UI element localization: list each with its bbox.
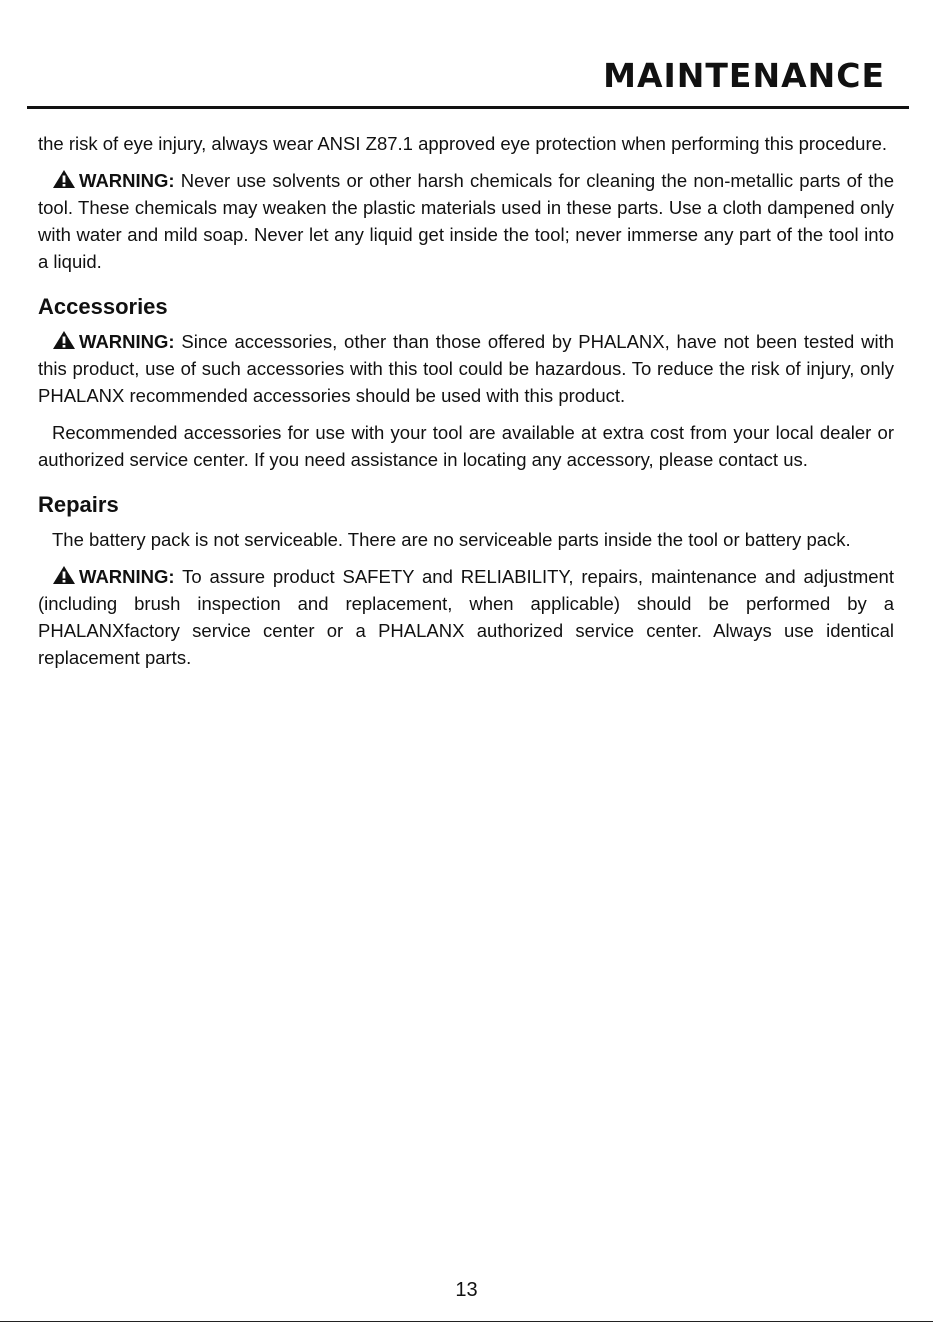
accessories-warning	[38, 328, 894, 409]
solvent-warning	[38, 167, 894, 275]
page-title: MAINTENANCE	[603, 56, 885, 95]
warning-text: Since accessories, other than those offered by PHALANX, have not been tested with this product, use of such accessories with this tool could be hazardous. To reduce the risk of injury, only PHALANX recommended accessories should be used with this product.	[38, 331, 894, 406]
page-content	[38, 130, 894, 681]
repairs-body: The battery pack is not serviceable. There are no serviceable parts inside the tool or battery pack.	[52, 529, 851, 550]
warning-text: To assure product SAFETY and RELIABILITY, repairs, maintenance and adjustment (including brush inspection and replacement, when applicable) should be performed by a PHALANXfactory service center or a PHALANX authorized service center. Always use identical replacement parts.	[38, 566, 894, 668]
warning-text: Never use solvents or other harsh chemicals for cleaning the non-metallic parts of the tool. These chemicals may weaken the plastic materials used in these parts. Use a cloth dampened only with water and mild soap. Never let any liquid get inside the tool; never immerse any part of the tool into a liquid.	[38, 170, 894, 272]
warning-label: WARNING:	[79, 566, 175, 587]
warning-label: WARNING:	[79, 170, 175, 191]
repairs-heading: Repairs	[38, 492, 119, 517]
page-number: 13	[455, 1279, 478, 1301]
warning-label: WARNING:	[79, 331, 175, 352]
bottom-divider	[0, 1321, 933, 1322]
warning-triangle-icon	[52, 169, 76, 189]
repairs-warning	[38, 563, 894, 671]
warning-triangle-icon	[52, 565, 76, 585]
warning-triangle-icon	[52, 330, 76, 350]
title-divider	[27, 106, 909, 109]
accessories-heading: Accessories	[38, 294, 168, 319]
accessories-body: Recommended accessories for use with your tool are available at extra cost from your local dealer or authorized service center. If you need assistance in locating any accessory, please contact us.	[38, 422, 894, 470]
intro-continuation: the risk of eye injury, always wear ANSI Z87.1 approved eye protection when performing this procedure.	[38, 133, 888, 154]
